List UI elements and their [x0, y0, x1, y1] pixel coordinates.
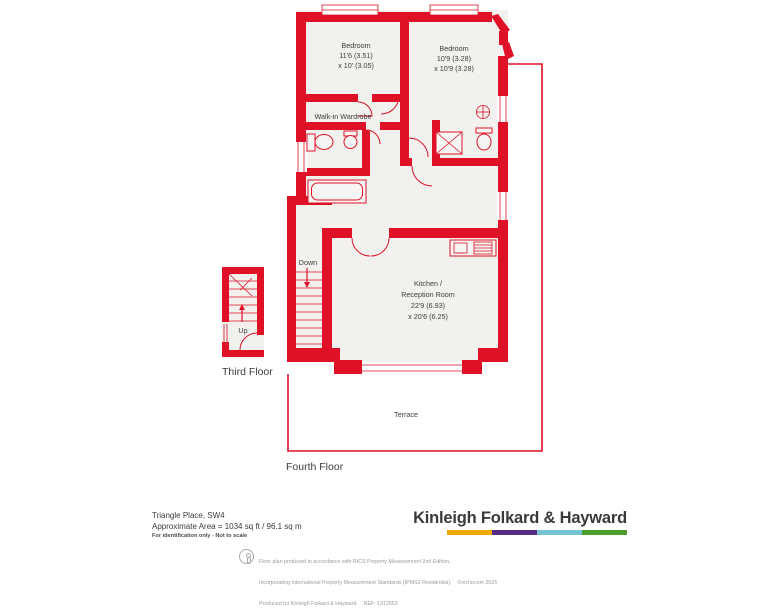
fourth-floor-label: Fourth Floor	[286, 461, 344, 473]
fine-print-line2: Incorporating International Property Measurement Standards (IPMS2 Residential). ©nichecom 2025	[259, 580, 498, 586]
sink-icon	[344, 131, 357, 149]
kitchen-dim1: 22'9 (6.93)	[410, 301, 446, 310]
agency-logo-text: Kinleigh Folkard & Hayward	[413, 509, 627, 527]
property-info	[152, 510, 302, 541]
bedroom2-dim2: x 10'9 (3.28)	[434, 64, 474, 73]
brand-bar-purple	[492, 530, 537, 535]
bathtub-icon	[308, 180, 366, 203]
shower-icon	[436, 132, 462, 154]
identification-note: For identification only - Not to scale	[152, 533, 248, 539]
kitchen-label-2: Reception Room	[401, 290, 455, 299]
light-icon	[477, 106, 490, 119]
terrace-label: Terrace	[394, 410, 418, 419]
fine-print-line1: Floor plan produced in accordance with RICS Property Measurement 2nd Edition,	[259, 559, 451, 565]
third-floor-label: Third Floor	[222, 366, 273, 378]
nichecom-logo-icon	[239, 549, 254, 564]
brand-bar-blue	[537, 530, 582, 535]
stairs-down-label: Down	[298, 258, 318, 267]
kitchen-dim2: x 20'6 (6.25)	[408, 312, 448, 321]
fine-print-line3: Produced for Kinleigh Folkard & Hayward. REF: 1312553	[259, 601, 398, 607]
kitchen-label-1: Kitchen /	[414, 279, 442, 288]
property-address: Triangle Place, SW4	[152, 511, 225, 520]
brand-bar-orange	[447, 530, 492, 535]
brand-color-bar	[447, 530, 627, 535]
bedroom2-dim1: 10'9 (3.28)	[436, 54, 472, 63]
wardrobe-label: Walk-in Wardrobe	[314, 112, 372, 121]
fine-print	[259, 545, 497, 615]
kitchen-counter-icon	[450, 240, 496, 256]
bedroom1-label: Bedroom	[341, 41, 371, 50]
brand-bar-green	[582, 530, 627, 535]
property-area: Approximate Area = 1034 sq ft / 96.1 sq m	[152, 522, 302, 531]
toilet-icon	[307, 134, 333, 151]
bedroom1-dim2: x 10' (3.05)	[338, 61, 374, 70]
bedroom2-label: Bedroom	[439, 44, 469, 53]
bedroom1-dim1: 11'6 (3.51)	[339, 51, 373, 60]
stairs-up-label: Up	[238, 326, 248, 335]
sink-icon	[476, 128, 492, 150]
